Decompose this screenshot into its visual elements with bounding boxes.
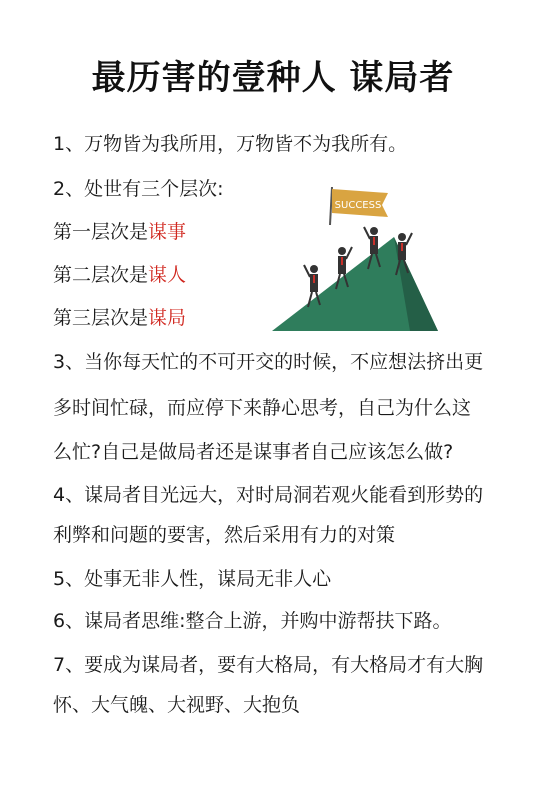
point-4-line-2: 利弊和问题的要害，然后采用有力的对策 [53, 524, 396, 546]
flag-pole [330, 187, 332, 225]
point-6: 6、谋局者思维:整合上游，并购中游帮扶下路。 [53, 610, 452, 632]
page-title: 最历害的壹种人 谋局者 [91, 58, 455, 98]
point-2: 2、处世有三个层次: [53, 178, 224, 200]
level-3-word: 谋局 [148, 307, 187, 329]
point-4-line-1: 4、谋局者目光远大，对时局洞若观火能看到形势的 [53, 484, 484, 506]
point-5: 5、处事无非人性，谋局无非人心 [53, 568, 332, 590]
level-1-word: 谋事 [148, 221, 187, 243]
level-1 [53, 220, 186, 244]
point-3-line-2: 多时间忙碌，而应停下来静心思考，自己为什么这 [53, 397, 472, 419]
success-mountain-illustration [270, 185, 440, 333]
level-1-prefix: 第一层次是 [53, 221, 149, 243]
point-3-line-1: 3、当你每天忙的不可开交的时候，不应想法挤出更 [53, 351, 484, 373]
point-3-line-3: 么忙?自己是做局者还是谋事者自己应该怎么做? [53, 441, 454, 463]
point-1: 1、万物皆为我所用，万物皆不为我所有。 [53, 133, 408, 155]
level-3-prefix: 第三层次是 [53, 307, 149, 329]
level-2 [53, 263, 186, 287]
level-3 [53, 306, 186, 330]
level-2-prefix: 第二层次是 [53, 264, 149, 286]
level-2-word: 谋人 [148, 264, 187, 286]
point-7-line-1: 7、要成为谋局者，要有大格局，有大格局才有大胸 [53, 654, 484, 676]
point-7-line-2: 怀、大气魄、大视野、大抱负 [53, 694, 301, 716]
flag-text: SUCCESS [334, 200, 382, 211]
